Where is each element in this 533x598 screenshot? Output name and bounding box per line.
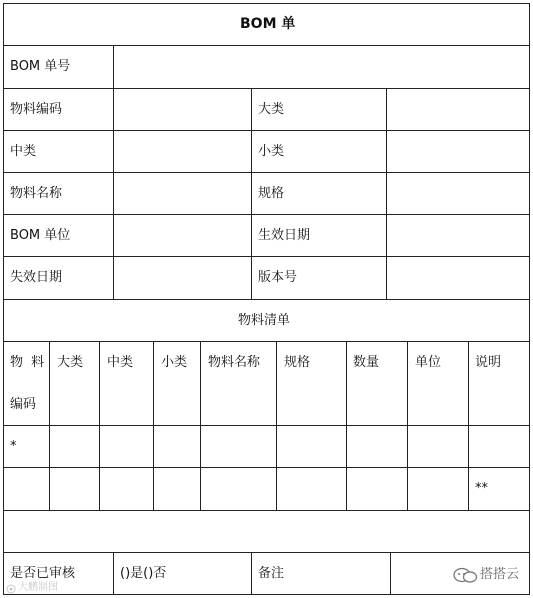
row1-qty-cell[interactable] [346,425,408,468]
col-header-unit-cell [407,341,469,426]
row2-minor-cell[interactable] [153,467,201,511]
middle-class-value-cell[interactable] [113,130,252,173]
row2-unit-cell[interactable] [407,467,469,511]
remark-label: 备注 [258,566,285,581]
row1-mark: * [10,439,17,454]
spec-label: 规格 [258,186,285,201]
material-name-value-cell[interactable] [113,172,252,215]
row2-middle-cell[interactable] [99,467,154,511]
col-code-line2: 编码 [10,397,37,412]
col-header-minor-cell [153,341,201,426]
col-middle: 中类 [107,355,134,370]
row2-name-cell[interactable] [200,467,277,511]
col-header-spec-cell [276,341,347,426]
approved-label: 是否已审核 [10,566,76,581]
col-header-middle-cell [99,341,154,426]
row1-unit-cell[interactable] [407,425,469,468]
row1-minor-cell[interactable] [153,425,201,468]
effective-date-label: 生效日期 [258,228,311,243]
row2-spec-cell[interactable] [276,467,347,511]
col-qty: 数量 [353,355,380,370]
row1-middle-cell[interactable] [99,425,154,468]
watermark-author-icon [6,583,16,598]
col-header-major-cell [49,341,100,426]
row1-name-cell[interactable] [200,425,277,468]
expiry-date-label: 失效日期 [10,270,63,285]
row2-code-cell[interactable] [3,467,50,511]
expiry-date-value-cell[interactable] [113,256,252,300]
col-name: 物料名称 [208,355,261,370]
material-code-value-cell[interactable] [113,88,252,131]
spec-value-cell[interactable] [386,172,530,215]
bom-unit-label: BOM 单位 [10,228,71,243]
version-value-cell[interactable] [386,256,530,300]
blank-row-cell [3,510,530,553]
version-label: 版本号 [258,270,298,285]
approved-options[interactable]: ()是()否 [120,566,167,581]
form-title: BOM 单 [240,16,296,32]
col-spec: 规格 [284,355,311,370]
brand-name: 搭搭云 [480,567,520,582]
material-name-label: 物料名称 [10,186,63,201]
col-code-line1: 物 料 [10,355,47,370]
bom-no-value-cell[interactable] [113,45,530,89]
bom-no-label: BOM 单号 [10,59,71,74]
col-header-qty-cell [346,341,408,426]
row2-mark: ** [475,481,488,496]
col-minor: 小类 [161,355,188,370]
col-note: 说明 [475,355,502,370]
row1-major-cell[interactable] [49,425,100,468]
minor-class-value-cell[interactable] [386,130,530,173]
row1-spec-cell[interactable] [276,425,347,468]
brand-logo-icon [452,566,478,588]
row2-major-cell[interactable] [49,467,100,511]
col-header-code-cell [3,341,50,426]
col-header-name-cell [200,341,277,426]
col-major: 大类 [57,355,84,370]
col-header-note-cell [468,341,530,426]
effective-date-value-cell[interactable] [386,214,530,257]
row2-qty-cell[interactable] [346,467,408,511]
bom-unit-value-cell[interactable] [113,214,252,257]
col-unit: 单位 [415,355,442,370]
minor-class-label: 小类 [258,144,285,159]
material-list-title: 物料清单 [238,313,291,328]
material-code-label: 物料编码 [10,102,63,117]
middle-class-label: 中类 [10,144,37,159]
major-class-label: 大类 [258,102,285,117]
watermark-author-text: 大鹏制图 [18,582,58,593]
major-class-value-cell[interactable] [386,88,530,131]
row1-note-cell[interactable] [468,425,530,468]
